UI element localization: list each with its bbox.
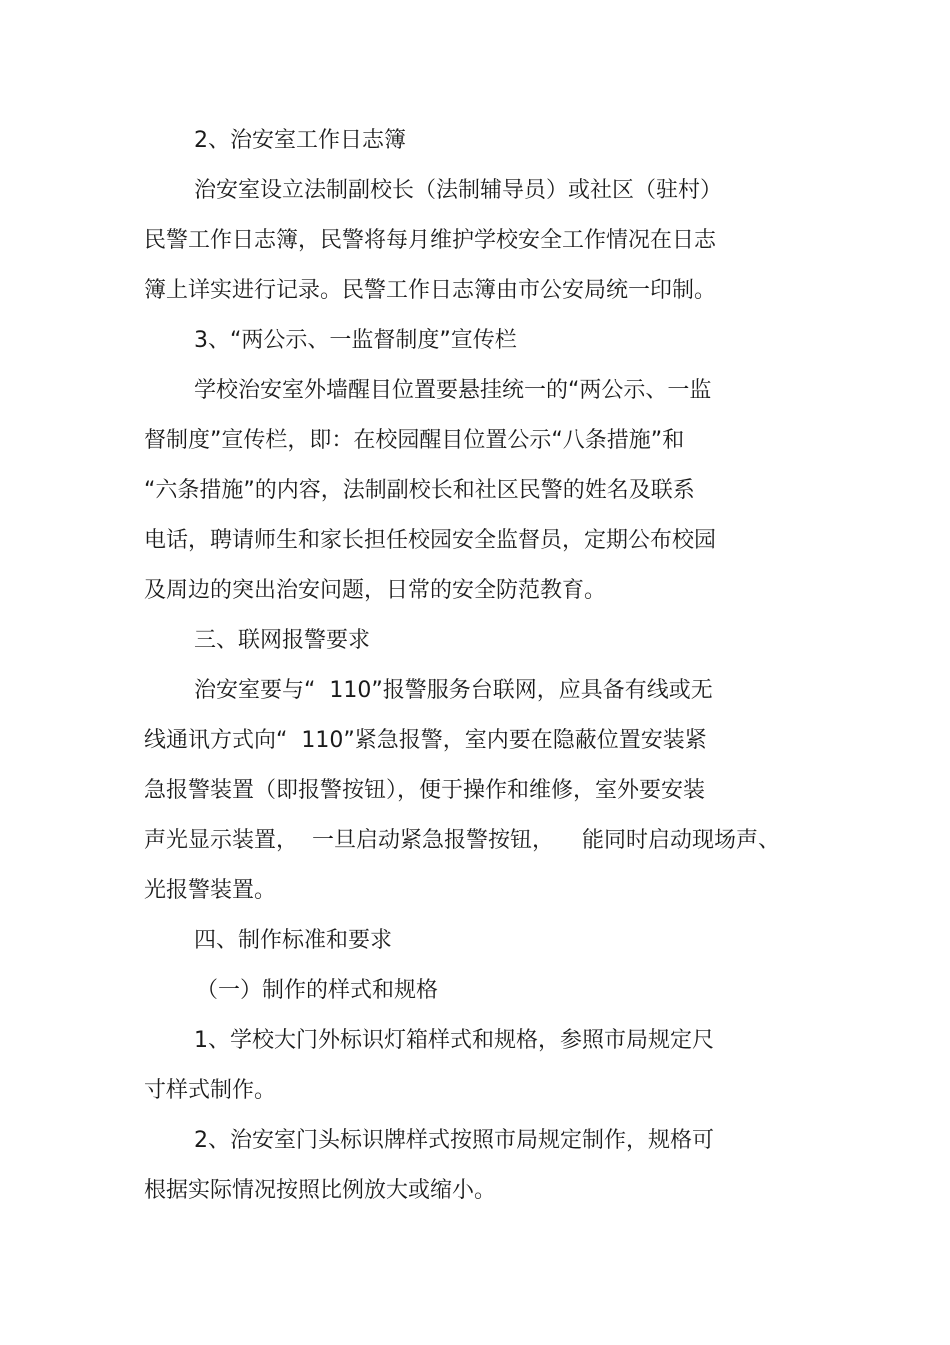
paragraph-line: 电话，聘请师生和家长担任校园安全监督员，定期公布校园 xyxy=(144,528,717,553)
paragraph-line: 民警工作日志簿，民警将每月维护学校安全工作情况在日志 xyxy=(144,228,717,253)
paragraph-line: 线通讯方式向“ 110”紧急报警，室内要在隐蔽位置安装紧 xyxy=(144,728,707,753)
paragraph-line: 治安室设立法制副校长（法制辅导员）或社区（驻村） xyxy=(194,178,723,203)
paragraph-line: 簿上详实进行记录。民警工作日志簿由市公安局统一印制。 xyxy=(144,278,717,303)
paragraph-line: 急报警装置（即报警按钮），便于操作和维修，室外要安装 xyxy=(144,778,706,803)
heading-bulletin-board: 3、“两公示、一监督制度”宣传栏 xyxy=(194,328,517,353)
paragraph-line: 寸样式制作。 xyxy=(144,1078,277,1103)
paragraph-line: 学校治安室外墙醒目位置要悬挂统一的“两公示、一监 xyxy=(194,378,712,403)
section-heading-standards: 四、制作标准和要求 xyxy=(194,928,393,953)
paragraph-line: 及周边的突出治安问题，日常的安全防范教育。 xyxy=(144,578,607,603)
paragraph-line: 光报警装置。 xyxy=(144,878,277,903)
paragraph-line: 治安室要与“ 110”报警服务台联网，应具备有线或无 xyxy=(194,678,713,703)
heading-duty-log: 2、治安室工作日志簿 xyxy=(194,128,406,153)
paragraph-line: 声光显示装置， 一旦启动紧急报警按钮， 能同时启动现场声、 xyxy=(144,828,780,853)
paragraph-line: 根据实际情况按照比例放大或缩小。 xyxy=(144,1178,497,1203)
subsection-heading: （一）制作的样式和规格 xyxy=(196,978,439,1003)
paragraph-line: 1、学校大门外标识灯箱样式和规格，参照市局规定尺 xyxy=(194,1028,714,1053)
paragraph-line: “六条措施”的内容，法制副校长和社区民警的姓名及联系 xyxy=(144,478,695,503)
section-heading-alarm: 三、联网报警要求 xyxy=(194,628,371,653)
paragraph-line: 2、治安室门头标识牌样式按照市局规定制作，规格可 xyxy=(194,1128,714,1153)
paragraph-line: 督制度”宣传栏，即：在校园醒目位置公示“八条措施”和 xyxy=(144,428,685,453)
